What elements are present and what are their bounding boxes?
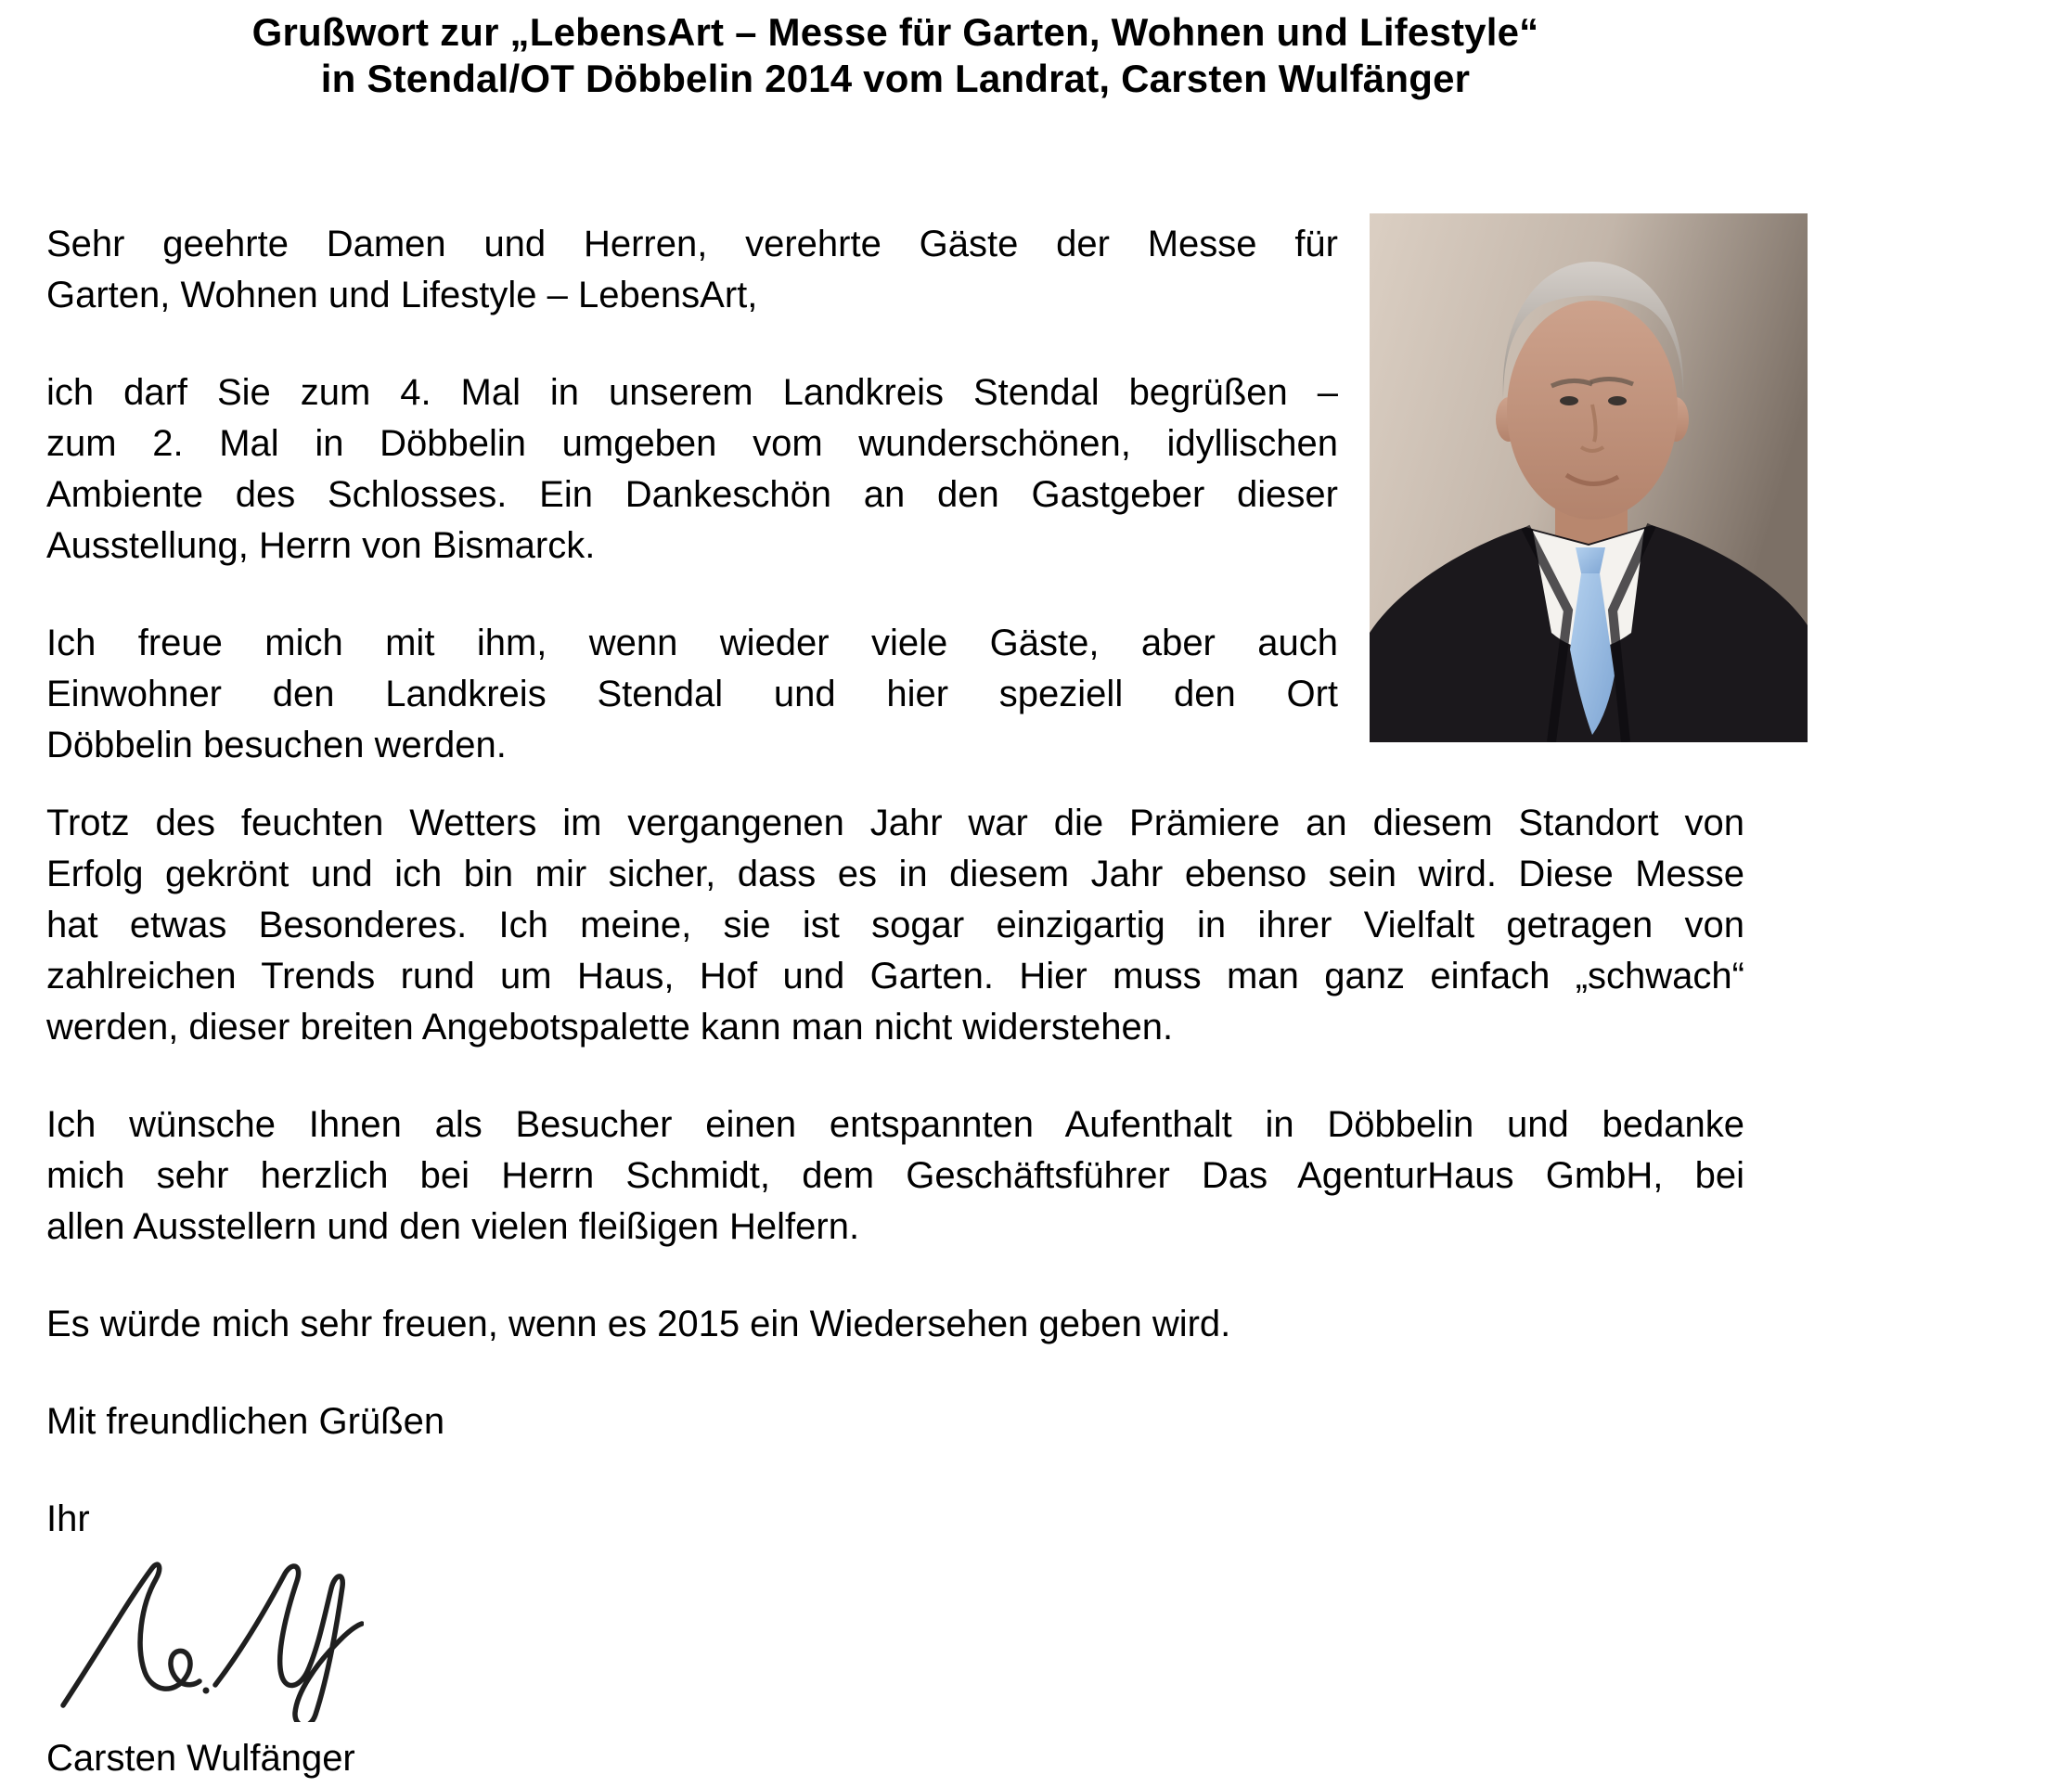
letter-title <box>46 9 1744 102</box>
right-eye <box>1608 396 1627 405</box>
text-line: hat etwas Besonderes. Ich meine, sie ist sogar einzigartig in ihrer Vielfalt getragen von <box>46 905 1744 945</box>
text-line: Trotz des feuchten Wetters im vergangenen Jahr war die Prämiere an diesem Standort von <box>46 803 1744 843</box>
signature-dot <box>203 1688 210 1694</box>
handwritten-signature <box>48 1536 364 1722</box>
portrait-photo-graphic <box>1370 213 1808 742</box>
text-line: Einwohner den Landkreis Stendal und hier speziell den Ort <box>46 674 1338 714</box>
paragraph-thanks <box>46 1099 1744 1253</box>
text-line: mich sehr herzlich bei Herrn Schmidt, dem Geschäftsführer Das AgenturHaus GmbH, bei <box>46 1155 1744 1196</box>
text-line: Sehr geehrte Damen und Herren, verehrte Gäste der Messe für <box>46 224 1338 264</box>
text-line: Ausstellung, Herrn von Bismarck. <box>46 525 596 566</box>
signature-stroke-2 <box>215 1566 362 1722</box>
text-line: Mit freundlichen Grüßen <box>46 1401 445 1442</box>
letter-body-beside-photo <box>46 219 1338 817</box>
text-line: Garten, Wohnen und Lifestyle – LebensArt, <box>46 275 758 315</box>
title-line-1: Grußwort zur „LebensArt – Messe für Garten, Wohnen und Lifestyle“ <box>251 10 1539 54</box>
paragraph-salutation <box>46 219 1338 321</box>
text-line: Döbbelin besuchen werden. <box>46 725 507 765</box>
paragraph-weather <box>46 798 1744 1053</box>
text-line: allen Ausstellern und den vielen fleißigen Helfern. <box>46 1206 860 1247</box>
letter-body-full-width <box>46 798 1744 1591</box>
closing-regards <box>46 1396 1744 1447</box>
left-eye <box>1560 396 1578 405</box>
text-line: Es würde mich sehr freuen, wenn es 2015 ein Wiedersehen geben wird. <box>46 1304 1231 1344</box>
text-line: zum 2. Mal in Döbbelin umgeben vom wunderschönen, idyllischen <box>46 423 1338 464</box>
title-line-2: in Stendal/OT Döbbelin 2014 vom Landrat, Carsten Wulfänger <box>320 57 1471 100</box>
signature-image <box>48 1536 364 1722</box>
text-line: Ich wünsche Ihnen als Besucher einen entspannten Aufenthalt in Döbbelin und bedanke <box>46 1104 1744 1145</box>
paragraph-welcome <box>46 367 1338 572</box>
text-line: Erfolg gekrönt und ich bin mir sicher, dass es in diesem Jahr ebenso sein wird. Diese Messe <box>46 854 1744 894</box>
text-line: Ihr <box>46 1498 90 1539</box>
signature-stroke-1 <box>63 1564 199 1705</box>
text-line: Ich freue mich mit ihm, wenn wieder viele Gäste, aber auch <box>46 623 1338 663</box>
text-line: Ambiente des Schlosses. Ein Dankeschön an den Gastgeber dieser <box>46 474 1338 515</box>
signatory-name: Carsten Wulfänger <box>46 1738 355 1779</box>
portrait-photo <box>1370 213 1808 742</box>
text-line: ich darf Sie zum 4. Mal in unserem Landkreis Stendal begrüßen – <box>46 372 1338 413</box>
paragraph-2015 <box>46 1299 1744 1350</box>
paragraph-guests <box>46 618 1338 771</box>
text-line: zahlreichen Trends rund um Haus, Hof und Garten. Hier muss man ganz einfach „schwach“ <box>46 956 1744 996</box>
text-line: werden, dieser breiten Angebotspalette kann man nicht widerstehen. <box>46 1007 1174 1048</box>
